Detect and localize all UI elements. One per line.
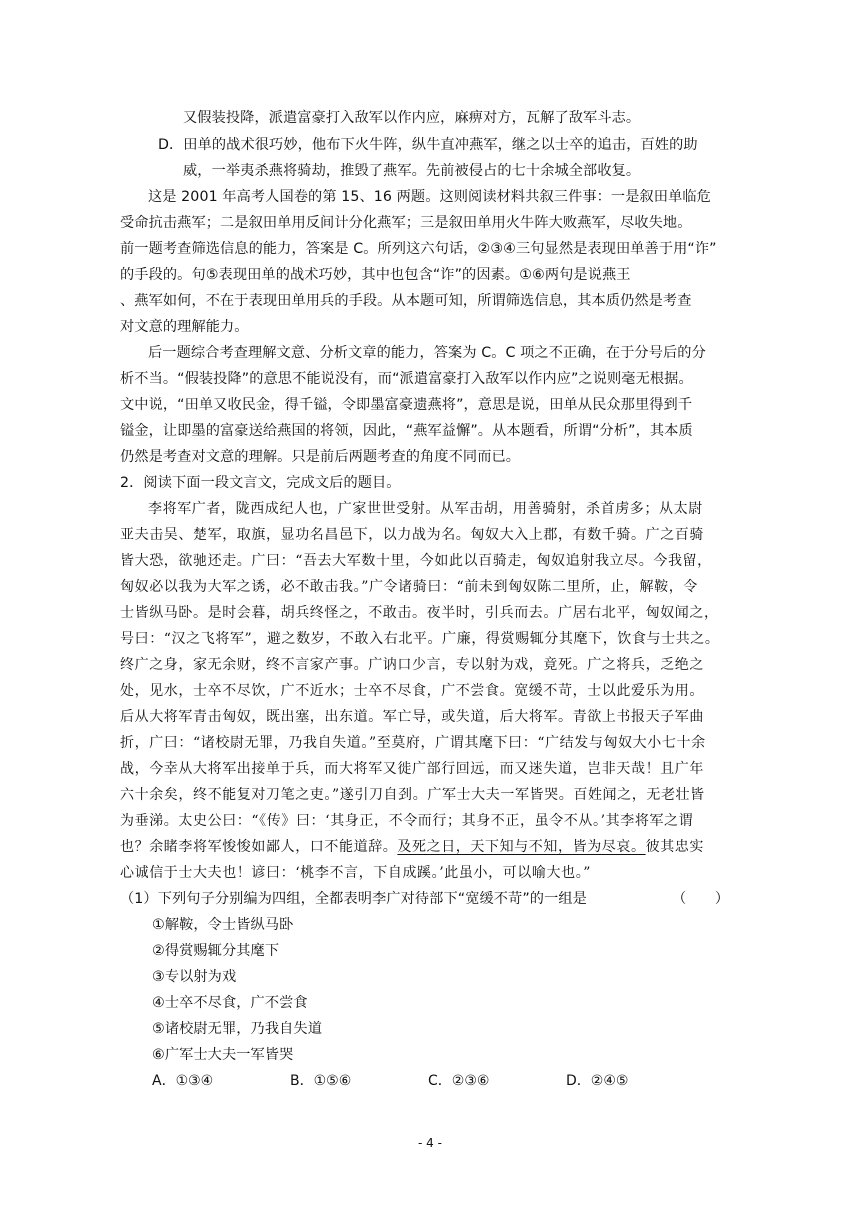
classical-passage-line: 匈奴必以我为大军之诱，必不敢击我。”广令诸骑曰：“前未到匈奴陈二里所，止，解鞍，令 — [120, 579, 698, 595]
option-c: C．②③⑥ — [428, 1073, 490, 1089]
option-c-continuation: 又假装投降，派遣富豪打入敌军以作内应，麻痹对方，瓦解了敌军斗志。 — [183, 110, 641, 126]
analysis-paragraph-1: 、燕军如何，不在于表现田单用兵的手段。从本题可知，所谓筛选信息，其本质仍然是考查 — [120, 293, 692, 309]
classical-passage-line: 终广之身，家无余财，终不言家产事。广讷口少言，专以射为戏，竟死。广之将兵，乏绝之 — [120, 657, 704, 673]
analysis-paragraph-1: 对文意的理解能力。 — [120, 319, 249, 335]
choice-item: ①解鞍，令士皆纵马卧 — [152, 917, 294, 933]
analysis-paragraph-1: 的手段的。句⑤表现田单的战术巧妙，其中也包含“诈”的因素。①⑥两句是说燕王 — [120, 267, 631, 283]
analysis-paragraph-2: 镒金，让即墨的富豪送给燕国的将领，因此，“燕军益懈”。从本题看，所谓“分析”，其本质 — [120, 423, 693, 439]
classical-passage-line: 六十余矣，终不能复对刀笔之吏。”遂引刀自刭。广军士大夫一军皆哭。百姓闻之，无老壮皆 — [120, 787, 705, 803]
question-heading: 2．阅读下面一段文言文，完成文后的题目。 — [120, 475, 401, 491]
classical-passage-line: 亚夫击吴、楚军，取旗，显功名昌邑下，以力战为名。匈奴大入上郡，有数千骑。广之百骑 — [120, 527, 704, 543]
option-d: D．②④⑤ — [566, 1073, 629, 1089]
option-d-line: D．田单的战术很巧妙，他布下火牛阵，纵牛直冲燕军，继之以士卒的追击，百姓的助 — [158, 137, 698, 153]
analysis-paragraph-2: 文中说，“田单又收民金，得千镒，令即墨富豪遗燕将”，意思是说，田单从民众那里得到千 — [120, 397, 693, 413]
classical-passage-line: 皆大恐，欲驰还走。广曰：“吾去大军数十里，今如此以百骑走，匈奴追射我立尽。今我留， — [120, 553, 712, 569]
answer-parentheses: （ ） — [672, 891, 730, 907]
option-a: A．①③④ — [152, 1073, 214, 1089]
classical-passage-line: 士皆纵马卧。是时会暮，胡兵终怪之，不敢击。夜半时，引兵而去。广居右北平，匈奴闻之， — [120, 605, 719, 621]
underlined-sentence: 及死之日，天下知与不知，皆为尽哀。 — [397, 839, 646, 855]
choice-item: ⑥广军士大夫一军皆哭 — [152, 1047, 294, 1063]
choice-item: ②得赏赐辄分其麾下 — [152, 943, 280, 959]
classical-passage-line: 心诚信于士大夫也！谚曰：‘桃李不言，下自成蹊。’此虽小，可以喻大也。” — [120, 865, 592, 881]
classical-text-segment: 彼其忠实 — [645, 839, 705, 855]
classical-passage-line: 李将军广者，陇西成纪人也，广家世世受射。从军击胡，用善骑射，杀首虏多；从太尉 — [148, 501, 703, 517]
classical-passage-line — [120, 837, 704, 857]
option-d-continuation: 威，一举夷杀燕将骑劫，推毁了燕军。先前被侵占的七十余城全部收复。 — [183, 163, 641, 179]
analysis-paragraph-1: 受命抗击燕军；二是叙田单用反间计分化燕军；三是叙田单用火牛阵大败燕军，尽收失地。 — [120, 215, 692, 231]
option-b: B．①⑤⑥ — [290, 1073, 352, 1089]
classical-text-segment: 也？余睹李将军悛悛如鄙人，口不能道辞。 — [120, 839, 398, 855]
classical-passage-line: 折，广曰：“诸校尉无罪，乃我自失道。”至莫府，广谓其麾下曰：“广结发与匈奴大小七十余 — [120, 735, 706, 751]
analysis-paragraph-2: 后一题综合考查理解文意、分析文章的能力，答案为 C。C 项之不正确，在于分号后的分 — [148, 345, 706, 361]
classical-passage-line: 号曰：“汉之飞将军”，避之数岁，不敢入右北平。广廉，得赏赐辄分其麾下，饮食与士共之。 — [120, 631, 720, 647]
analysis-paragraph-2: 仍然是考查对文意的理解。只是前后两题考查的角度不同而已。 — [120, 449, 521, 465]
analysis-paragraph-1: 前一题考查筛选信息的能力，答案是 C。所列这六句话，②③④三句显然是表现田单善于用“诈” — [120, 241, 717, 257]
classical-passage-line: 后从大将军青击匈奴，既出塞，出东道。军亡导，或失道，后大将军。青欲上书报天子军曲 — [120, 709, 704, 725]
choice-item: ⑤诸校尉无罪，乃我自失道 — [152, 1021, 322, 1037]
page-number: - 4 - — [418, 1136, 442, 1150]
classical-passage-line: 为垂涕。太史公曰：“《传》曰：‘其身正，不令而行；其身不正，虽令不从。’其李将军之谓 — [120, 813, 694, 829]
analysis-paragraph-2: 析不当。“假装投降”的意思不能说没有，而“派遣富豪打入敌军以作内应”之说则毫无根据。 — [120, 371, 693, 387]
question-1-stem: （1）下列句子分别编为四组，全都表明李广对待部下“宽缓不苛”的一组是 — [120, 891, 587, 907]
classical-passage-line: 处，见水，士卒不尽饮，广不近水；士卒不尽食，广不尝食。宽缓不苛，士以此爱乐为用。 — [120, 683, 704, 699]
classical-passage-line: 战，今幸从大将军出接单于兵，而大将军又徙广部行回远，而又迷失道，岂非天哉！且广年 — [120, 761, 704, 777]
analysis-paragraph-1: 这是 2001 年高考人国卷的第 15、16 两题。这则阅读材料共叙三件事：一是叙田单临危 — [148, 189, 711, 205]
choice-item: ④士卒不尽食，广不尝食 — [152, 995, 308, 1011]
choice-item: ③专以射为戏 — [152, 969, 237, 985]
